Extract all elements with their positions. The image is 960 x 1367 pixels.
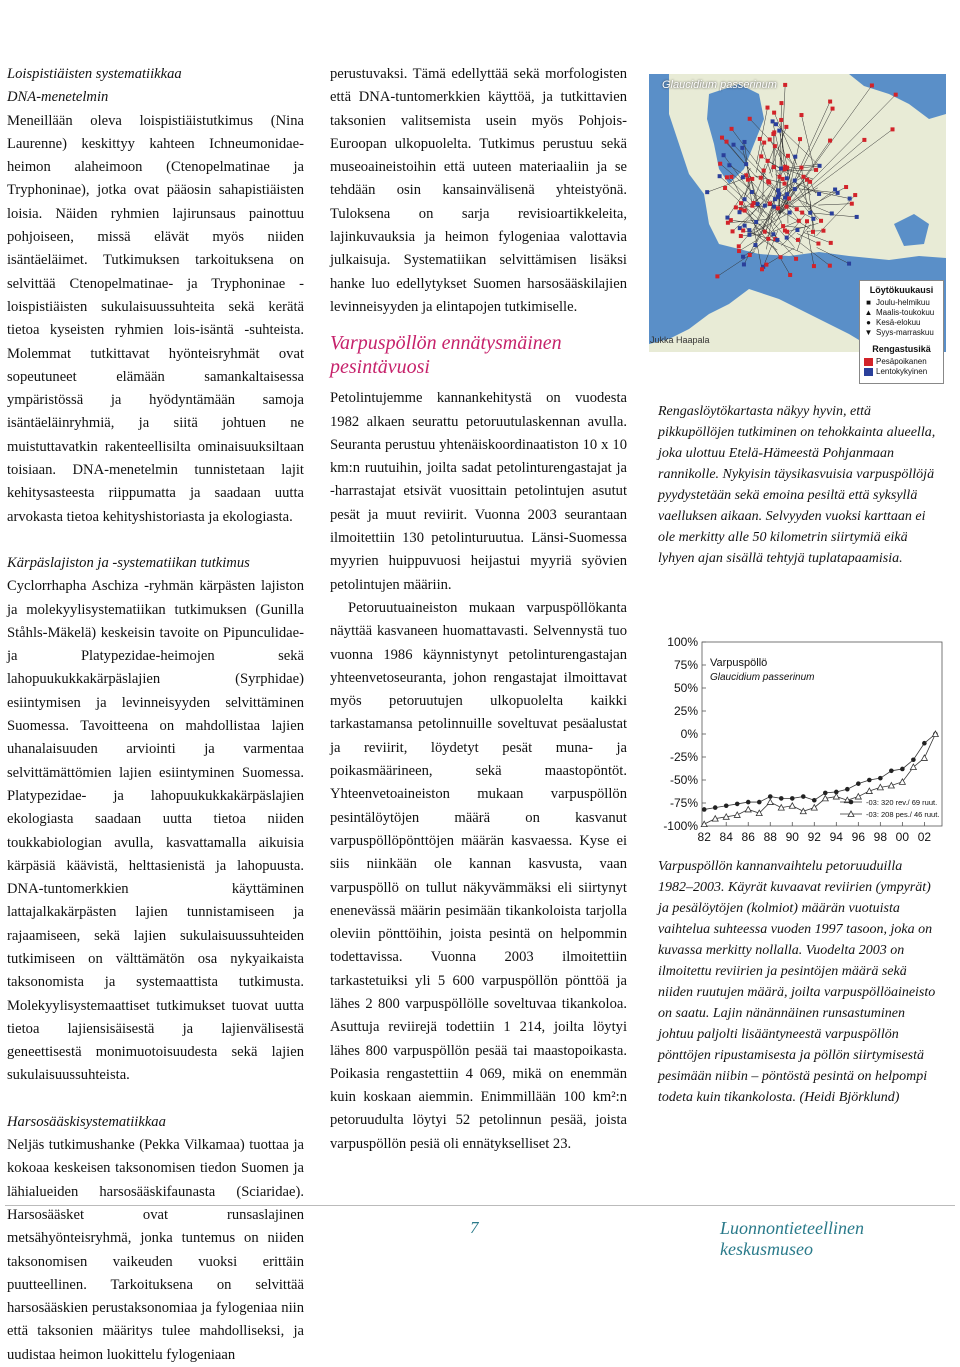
legend-title-age: Rengastusikä — [864, 344, 939, 354]
recovery-marker — [799, 166, 803, 170]
recovery-marker — [762, 169, 766, 173]
recovery-marker — [743, 224, 747, 228]
y-tick-label: 75% — [674, 658, 698, 672]
legend-item-fullgrown: Lentokykyinen — [864, 367, 939, 377]
data-point-circle — [878, 776, 883, 781]
section-title-karpaslajisto: Kärpäslajiston ja -systematiikan tutkimus — [7, 552, 304, 575]
recovery-marker — [784, 125, 788, 129]
triangle-up-icon: ▲ — [864, 308, 873, 318]
legend-title-month: Löytökuukausi — [864, 285, 939, 295]
recovery-marker — [783, 228, 787, 232]
recovery-marker — [818, 164, 822, 168]
recovery-marker — [774, 122, 778, 126]
chart-title: Varpuspöllö — [710, 657, 767, 669]
x-tick-label: 94 — [830, 830, 844, 844]
legend-item-spring: ▲ Maalis-toukokuu — [864, 308, 939, 318]
paragraph-varpuspollo-2: Petoruutuaineiston mukaan varpuspöllökanta näyttää kasvaneen huomattavasti. Selvennystä tuo vuonna 1986 käynnistynyt petolinturengastajan yhteenvetoseuranta, johon rengastajat ilmoittavat myös petoruutujen ulkopuolelta kaikki tarkastamansa petolinnuille soveltuvat pesäalustat ja reviirit, löydetyt pesät muna- ja poikasmäärineen, sekä maastopöntöt. Yhteenvetoaineiston mukaan varpuspöllön pesintälöytöjen määrä on kasvanut varpuspöllöpönttöjen määrän kasvaessa. Kyse ei siis niinkään ole kannan kasvusta, vaan varpuspöllö on tullut näkyvämmäksi eli siirtynyt enenevässä määrin pesimään tikankoloista tarjolla oleviin pönttöihin, joista pesintä on helpommin todettavissa. Vuonna 2003 ilmoitettiin tarkastetuiksi yli 5 600 varpuspöllön pönttöä ja lähes 2 800 varpuspöllölle soveltuvaa tikankoloa. Asuttuja reviirejä todettiin 1 214, joilta löytyi lähes 800 varpuspöllön pesää tai maastopoikasta. Poikasia rengastettiin 4 069, mikä on enemmän kuin koskaan aiemmin. Enimmillään 100 km²:n petoruudulta löytyi 52 petolinnun pesää, joista varpuspöllön pesiä oli ennätykselliset 23. — [330, 597, 627, 1156]
recovery-marker — [760, 267, 764, 271]
recovery-marker — [738, 210, 742, 214]
recovery-marker — [891, 127, 895, 131]
y-axis-ticks — [663, 635, 698, 833]
recovery-marker — [831, 107, 835, 111]
recovery-marker — [811, 217, 815, 221]
recovery-marker — [729, 175, 733, 179]
data-point-circle — [900, 767, 905, 772]
paragraph-varpuspollo-1: Petolintujemme kannankehitystä on vuodesta 1982 alkaen seurattu petoruutulaskennan avulla. Seuranta perustuu yhtenäiskoordinaatiston 10 x 10 km:n ruutuihin, joilta sadat petolinturengastajat ja -harrastajat etsivät vuosittain petolintujen asutut pesät ja muut reviirit. Vuonna 2003 seurantaan ilmoitettiin 130 petolinturuutua. Länsi-Suomessa myyrien huippuvuosi heijastui myyriä syövien petolintujen määriin. — [330, 387, 627, 597]
recovery-marker — [855, 215, 859, 219]
recovery-marker — [764, 263, 768, 267]
population-chart — [640, 632, 950, 852]
recovery-marker — [750, 190, 754, 194]
recovery-marker — [766, 159, 770, 163]
data-point-circle — [867, 778, 872, 783]
recovery-marker — [731, 229, 735, 233]
x-tick-label: 88 — [764, 830, 778, 844]
recovery-marker — [743, 209, 747, 213]
recovery-marker — [771, 119, 775, 123]
recovery-marker — [718, 174, 722, 178]
map-credit: Jukka Haapala — [650, 335, 710, 345]
recovery-marker — [775, 238, 779, 242]
recovery-marker — [830, 211, 834, 215]
left-column — [7, 63, 304, 1367]
recovery-marker — [772, 165, 776, 169]
section-subtitle-dna: DNA-menetelmin — [7, 86, 304, 109]
y-tick-label: 25% — [674, 704, 698, 718]
recovery-marker — [741, 255, 745, 259]
recovery-marker — [785, 236, 789, 240]
recovery-marker — [777, 129, 781, 133]
data-point-circle — [746, 800, 751, 805]
legend-circle-icon — [849, 800, 854, 805]
recovery-marker — [785, 176, 789, 180]
paragraph-harsosaaski: Neljäs tutkimushanke (Pekka Vilkamaa) tuottaa ja kokoaa keskeisen taksonomisen tiedon Suomen ja lähialueiden harsosääskifaunasta (Sciaridae). Harsosääsket ovat runsaslajinen metsähyönteisryhmä, jonka tuntemus on niiden taksonomisen vaikeuden vuoksi erittäin puutteellinen. Tarkoituksena on selvittää harsosääskien perustaksonomiaa ja fylogeniaa niin että taksonien määritys tulee mahdolliseksi, ja uudistaa heimon luokittelu fylogeniaan — [7, 1134, 304, 1367]
recovery-marker — [788, 273, 792, 277]
recovery-marker — [776, 206, 780, 210]
data-point-circle — [779, 796, 784, 801]
y-tick-label: 0% — [681, 727, 699, 741]
recovery-marker — [795, 207, 799, 211]
recovery-marker — [744, 162, 748, 166]
recovery-marker — [754, 220, 758, 224]
recovery-marker — [776, 188, 780, 192]
recovery-marker — [771, 232, 775, 236]
recovery-marker — [741, 175, 745, 179]
legend-label: -03: 208 pes./ 46 ruut. — [866, 810, 939, 819]
recovery-marker — [741, 229, 745, 233]
recovery-marker — [773, 144, 777, 148]
recovery-marker — [811, 230, 815, 234]
square-icon: ■ — [864, 298, 873, 308]
section-title-harsosaaski: Harsosääskisystematiikkaa — [7, 1111, 304, 1134]
x-tick-label: 96 — [852, 830, 866, 844]
recovery-marker — [748, 253, 752, 257]
recovery-marker — [794, 257, 798, 261]
map-legend — [859, 280, 944, 384]
recovery-marker — [844, 185, 848, 189]
recovery-marker — [800, 211, 804, 215]
recovery-marker — [783, 83, 787, 87]
recovery-marker — [750, 177, 754, 181]
recovery-marker — [723, 186, 727, 190]
recovery-marker — [779, 255, 783, 259]
recovery-marker — [828, 139, 832, 143]
recovery-marker — [732, 143, 736, 147]
data-point-circle — [812, 798, 817, 803]
publisher-name: Luonnontieteellinen keskusmuseo — [720, 1218, 960, 1260]
data-point-circle — [790, 796, 795, 801]
recovery-marker — [779, 167, 783, 171]
recovery-marker — [828, 100, 832, 104]
recovery-marker — [727, 163, 731, 167]
y-tick-label: 50% — [674, 681, 698, 695]
data-point-circle — [823, 791, 828, 796]
recovery-marker — [848, 197, 852, 201]
recovery-marker — [762, 141, 766, 145]
circle-icon: ● — [864, 318, 873, 328]
section-title-loispistiaiset: Loispistiäisten systematiikkaa — [7, 63, 304, 86]
recovery-marker — [787, 196, 791, 200]
data-point-circle — [922, 741, 927, 746]
x-tick-label: 92 — [808, 830, 822, 844]
paragraph-loispistiaiset: Meneillään oleva loispistiäistutkimus (Nina Laurenne) keskittyy kahteen Ichneumonidae-heimon alaheimoon (Ctenopelmatinae ja Tryphoninae), jotka ovat pääosin sahapistiäisten loisia. Näiden ryhmien lajirunsaus painottuu pohjoiseen, missä elävät myös niiden isäntäeläimet. Tutkimuksen tarkoituksena on selvittää Ctenopelmatinae- ja Tryphoninae -loispistiäisten sukulaisuussuhteita sekä kerätä tietoa kyseisten ryhmien lois-isäntä -suhteista. Molemmat tutkittavat hyönteisryhmät ovat sopeutuneet elämään samankaltaisessa ympäristössä ja hyödyntämään samoja isäntäeläinryhmiä, ja siitä johtuen ne muistuttavatkin rakenteellisilta ominaisuuksiltaan toisiaan. DNA-menetelmin tunnistetaan lajit kehitysasteesta riippumatta ja saadaan uutta arvokasta tietoa kehityshistoriasta ja ekologiasta. — [7, 110, 304, 529]
legend-label: -03: 320 rev./ 69 ruut. — [866, 798, 937, 807]
map-caption: Rengaslöytökartasta näkyy hyvin, että pikkupöllöjen tutkiminen on tehokkainta alueella, joka ulottuu Etelä-Hämeestä Pohjanmaan rannikolle. Nykyisin täysikasvuisia varpuspöllöjä pyydystetään sekä emoina pesiltä että syksyllä vaelluksen aikaan. Selvyyden vuoksi karttaan ei ole merkitty alle 50 kilometrin siirtymiä eikä lyhyen ajan sisällä tehtyjä tuplatapaamisia. — [658, 401, 938, 569]
recovery-marker — [752, 201, 756, 205]
recovery-marker — [759, 154, 763, 158]
recovery-marker — [816, 242, 820, 246]
x-tick-label: 82 — [698, 830, 712, 844]
legend-item-winter: ■ Joulu-helmikuu — [864, 298, 939, 308]
recovery-marker — [793, 187, 797, 191]
recovery-marker — [737, 244, 741, 248]
recovery-marker — [862, 138, 866, 142]
recovery-marker — [798, 137, 802, 141]
recovery-marker — [720, 136, 724, 140]
recovery-marker — [805, 178, 809, 182]
data-point-circle — [856, 781, 861, 786]
recovery-marker — [785, 205, 789, 209]
data-point-circle — [702, 807, 707, 812]
recovery-marker — [734, 205, 738, 209]
data-point-circle — [757, 800, 762, 805]
recovery-marker — [725, 216, 729, 220]
recovery-marker — [725, 140, 729, 144]
legend-item-summer: ● Kesä-elokuu — [864, 318, 939, 328]
recovery-marker — [795, 228, 799, 232]
recovery-marker — [746, 178, 750, 182]
recovery-marker — [783, 196, 787, 200]
y-tick-label: -75% — [670, 796, 698, 810]
recovery-marker — [705, 190, 709, 194]
recovery-marker — [725, 175, 729, 179]
triangle-down-icon: ▼ — [864, 328, 873, 338]
recovery-marker — [759, 176, 763, 180]
chart-subtitle: Glaucidium passerinum — [710, 672, 815, 683]
recovery-marker — [773, 197, 777, 201]
recovery-marker — [797, 219, 801, 223]
recovery-marker — [821, 229, 825, 233]
data-point-circle — [911, 757, 916, 762]
recovery-marker — [715, 274, 719, 278]
recovery-marker — [814, 168, 818, 172]
recovery-marker — [743, 197, 747, 201]
article-heading: Varpuspöllön ennätysmäinen pesintävuosi — [330, 331, 627, 379]
recovery-marker — [747, 233, 751, 237]
recovery-marker — [793, 178, 797, 182]
data-point-circle — [735, 802, 740, 807]
recovery-marker — [801, 175, 805, 179]
recovery-marker — [793, 155, 797, 159]
recovery-marker — [796, 238, 800, 242]
x-tick-label: 98 — [874, 830, 888, 844]
recovery-marker — [779, 101, 783, 105]
recovery-marker — [812, 264, 816, 268]
recovery-marker — [718, 162, 722, 166]
y-tick-label: -100% — [663, 819, 698, 833]
y-tick-label: 100% — [667, 635, 698, 649]
recovery-marker — [739, 234, 743, 238]
x-tick-label: 02 — [918, 830, 932, 844]
recovery-marker — [753, 243, 757, 247]
recovery-marker — [772, 111, 776, 115]
recovery-marker — [768, 202, 772, 206]
chart-caption: Varpuspöllön kannanvaihtelu petoruuduilla 1982–2003. Käyrät kuvaavat reviirien (ympyrät) ja pesälöytöjen (kolmiot) määrän vuotuista vaihtelua suhteessa vuoden 1997 tasoon, joka on kuvassa merkitty nollalla. Vuodelta 2003 on ilmoitettu reviirien ja pesintöjen määrä sekä niiden ruutujen määrä, joilta varpuspöllöaineisto on saatu. Lajin nänännäinen runsastuminen johtuu paljolti lisääntyneestä varpuspöllön pönttöjen ripustamisesta ja pöllön siirtymisestä pesimään niibin – pöntöstä pesintä on helpompi todeta kuin tikankolosta. (Heidi Björklund) — [658, 856, 938, 1108]
x-tick-label: 90 — [786, 830, 800, 844]
recovery-marker — [739, 201, 743, 205]
recovery-marker — [763, 204, 767, 208]
paragraph-continued: perustuvaksi. Tämä edellyttää sekä morfologisten että DNA-tuntomerkkien käyttöä, ja tutkittavien taksonien valitsemista usein myös Pohjois-Euroopan ulkopuolelta. Tutkimus perustuu sekä museoaineistoihin että uuteen materiaaliin ja se tehdään osin kansainvälisenä yhteistyönä. Tuloksena on sarja revisioartikkeleita, lajinkuvauksia ja heimon fylogeniaa valottavia julkaisuja. Systematiikan selvittämisen lisäksi hanke luo edellytykset Suomen harsosääskilajien levinneisyyden ja elintapojen tutkimiselle. — [330, 63, 627, 319]
recovery-marker — [819, 219, 823, 223]
recovery-marker — [783, 167, 787, 171]
recovery-marker — [758, 137, 762, 141]
recovery-marker — [747, 228, 751, 232]
data-point-circle — [724, 803, 729, 808]
recovery-marker — [788, 211, 792, 215]
legend-item-nestling: Pesäpoikanen — [864, 357, 939, 367]
recovery-marker — [740, 146, 744, 150]
recovery-marker — [763, 230, 767, 234]
recovery-marker — [722, 153, 726, 157]
recovery-marker — [894, 93, 898, 97]
x-axis-ticks — [698, 830, 932, 844]
recovery-marker — [781, 177, 785, 181]
recovery-marker — [781, 224, 785, 228]
recovery-marker — [847, 262, 851, 266]
recovery-marker — [799, 113, 803, 117]
recovery-marker — [828, 264, 832, 268]
recovery-marker — [833, 188, 837, 192]
recovery-marker — [853, 193, 857, 197]
recovery-marker — [748, 117, 752, 121]
recovery-marker — [786, 154, 790, 158]
recovery-marker — [829, 241, 833, 245]
recovery-marker — [766, 237, 770, 241]
recovery-marker — [768, 137, 772, 141]
recovery-marker — [742, 262, 746, 266]
recovery-marker — [783, 182, 787, 186]
recovery-marker — [808, 211, 812, 215]
recovery-marker — [817, 192, 821, 196]
recovery-marker — [850, 202, 854, 206]
recovery-marker — [785, 192, 789, 196]
recovery-marker — [755, 202, 759, 206]
x-tick-label: 84 — [720, 830, 734, 844]
paragraph-karpaslajisto: Cyclorrhapha Aschiza -ryhmän kärpästen lajiston ja molekyylisystematiikan tutkimuksen (Gunilla Ståhls-Mäkelä) keskeisin tavoite on Pipunculidae- ja Platypezidae-heimojen sekä lahopuukukkakärpäslajien (Syrphidae) esiintymisen ja levinneisyyden selvittäminen Suomessa. Tavoitteena on mahdollistaa lajien uhanalaisuuden arviointi ja varmentaa selvittämättömien lajien esiintyminen Suomessa. Platypezidae- ja lahopuukukkakärpäslajien ekologiasta saadaan uutta tietoa niiden toukkabiologian avulla, kasvattamalla aikuisia kärpäsiä käävistä, helttasienistä ja lahopuusta. DNA-tuntomerkkien käyttäminen lattajalkakärpästen lajien tunnistamiseen ja rajaamiseen, sekä lajien sukulaisuussuhteiden tutkimiseen on välttämätön osa nykyaikaista taksonomista ja systemaattista tutkimusta. Molekyylisystemaattiset tutkimukset tuovat uutta tietoa lajiensisäisestä ja lajienvälisestä geneettisestä monimuotoisuudesta sekä lajien sukulaisuussuhteista. — [7, 575, 304, 1088]
map-title: Glaucidium passerinum — [662, 79, 777, 91]
legend-item-autumn: ▼ Syys-marraskuu — [864, 328, 939, 338]
page-number: 7 — [470, 1218, 479, 1238]
data-point-circle — [889, 769, 894, 774]
recovery-marker — [730, 127, 734, 131]
recovery-marker — [779, 118, 783, 122]
recovery-marker — [737, 249, 741, 253]
data-point-circle — [768, 794, 773, 799]
blue-swatch-icon — [864, 368, 873, 376]
recovery-marker — [766, 106, 770, 110]
data-point-circle — [845, 787, 850, 792]
data-point-circle — [713, 805, 718, 810]
red-swatch-icon — [864, 358, 873, 366]
recovery-marker — [767, 180, 771, 184]
y-tick-label: -25% — [670, 750, 698, 764]
recovery-marker — [771, 132, 775, 136]
middle-column — [330, 63, 627, 1156]
data-point-circle — [801, 794, 806, 799]
footer-rule — [5, 1205, 955, 1206]
recovery-marker — [726, 221, 730, 225]
y-tick-label: -50% — [670, 773, 698, 787]
recovery-marker — [742, 140, 746, 144]
x-tick-label: 86 — [742, 830, 756, 844]
recovery-marker — [772, 205, 776, 209]
x-tick-label: 00 — [896, 830, 910, 844]
recovery-marker — [805, 219, 809, 223]
recovery-marker — [870, 83, 874, 87]
